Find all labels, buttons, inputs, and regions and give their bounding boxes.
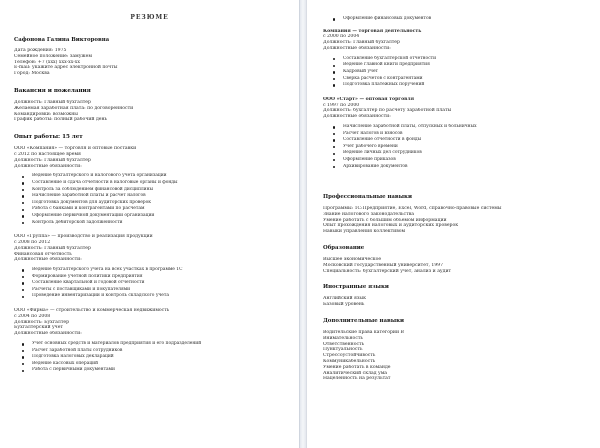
list-item: Работа с банками и контрагентами по расчетам	[22, 206, 285, 213]
duties-list	[22, 267, 285, 300]
duties-list	[22, 173, 285, 226]
list-item: Работа с первичными документами	[22, 367, 285, 374]
list-item: Подготовка налоговых деклараций	[22, 354, 285, 361]
job-entry	[14, 308, 285, 374]
list-item: Ведение бухгалтерского учета на всех участках в программе 1С	[22, 267, 285, 274]
list-item: Проведение инвентаризации и контроль складского учета	[22, 293, 285, 300]
personal-line: Телефон: +7 (xxx) xxx-xx-xx	[14, 59, 80, 65]
job-period: с 2004 по 2008	[14, 313, 51, 319]
candidate-name: Сафонова Галина Викторовна	[14, 37, 110, 43]
education-line: Высшее экономическое	[323, 257, 382, 263]
job-duties-label: Должностные обязанности:	[14, 163, 82, 169]
job-period: с 2012 по настоящее время	[14, 151, 81, 157]
list-item: Контроль дебиторской задолженности	[22, 220, 285, 227]
job-entry	[14, 234, 285, 300]
education-line: Московский государственный университет, 1997	[323, 262, 444, 268]
section-heading: Опыт работы: 15 лет	[14, 134, 83, 141]
list-item: Расчеты с поставщиками и покупателями	[22, 287, 285, 294]
job-position: Должность: Бухгалтер	[14, 319, 70, 325]
job-company: ООО «Компания» — торговля и оптовые поставки	[14, 146, 137, 152]
job-duties-label: Должностные обязанности:	[323, 45, 391, 51]
job-position: Должность: Главный бухгалтер	[14, 157, 91, 163]
list-item: Начисление заработной платы, отпускных и больничных	[333, 124, 588, 131]
list-item: Расчет заработной платы сотрудников	[22, 348, 285, 355]
objective-section	[14, 88, 285, 123]
extra-line: Внимательность	[323, 335, 363, 341]
job-period: с 1997 по 2000	[323, 102, 360, 108]
list-item: Составление бухгалтерской отчетности	[333, 56, 588, 63]
job-entry	[323, 97, 588, 170]
skills-line: Умение работать с большим объемом информации	[323, 217, 447, 223]
job-company: ООО «Старт» — оптовая торговля	[323, 96, 415, 102]
job-position: Должность: Главный бухгалтер	[14, 245, 91, 251]
job-period: с 2008 по 2012	[14, 239, 51, 245]
section-heading: Дополнительные навыки	[323, 318, 405, 325]
document-title: РЕЗЮМЕ	[130, 14, 169, 21]
extra-line: Ответственность	[323, 341, 365, 347]
continued-list	[333, 16, 588, 23]
job-entry	[14, 146, 285, 226]
document-page-right	[306, 0, 600, 448]
list-item: Ведение личных дел сотрудников	[333, 150, 588, 157]
list-item: Оформление финансовых документов	[333, 16, 588, 23]
list-item: Подготовка платежных поручений	[333, 82, 588, 89]
duties-list	[333, 124, 588, 170]
objective-line: График работы: полный рабочий день	[14, 117, 108, 123]
extra-line: Водительские права категории B	[323, 330, 404, 336]
list-item: Подготовка документов для аудиторских проверок	[22, 200, 285, 207]
section-heading: Образование	[323, 245, 365, 252]
language-line: Английский язык	[323, 296, 366, 302]
list-item: Контроль за соблюдением финансовой дисциплины	[22, 187, 285, 194]
job-duties-label: Должностные обязанности:	[14, 331, 82, 337]
skills-line: Знание налогового законодательства	[323, 211, 415, 217]
personal-info	[14, 37, 285, 77]
section-heading: Иностранные языки	[323, 284, 389, 291]
skills-line: Навыки управления коллективом	[323, 229, 406, 235]
duties-list	[22, 341, 285, 374]
job-company: ООО «Фирма» — строительство и коммерческая недвижимость	[14, 308, 170, 314]
objective-line: Командировки: возможны	[14, 111, 78, 117]
section-heading: Профессиональные навыки	[323, 194, 412, 201]
list-item: Составление и сдача отчетности в налоговые органы и фонды	[22, 180, 285, 187]
list-item: Составление отчетности в фонды	[333, 137, 588, 144]
personal-line: Семейное положение: замужем	[14, 53, 92, 59]
job-company: Компания — торговая деятельность	[323, 28, 422, 34]
list-item: Сверка расчетов с контрагентами	[333, 76, 588, 83]
list-item: Начисление заработной платы и расчет налогов	[22, 193, 285, 200]
list-item: Учет основных средств и материалов предприятия и его подразделений	[22, 341, 285, 348]
education-line: Специальность: бухгалтерский учет, анализ и аудит	[323, 268, 452, 274]
skills-line: Программы: 1С:Предприятие, Excel, Word, справочно-правовые системы	[323, 206, 502, 212]
list-item: Ведение бухгалтерского и налогового учета организации	[22, 173, 285, 180]
language-line: Базовый уровень	[323, 302, 365, 308]
job-position: Должность: бухгалтер по расчету заработной платы	[323, 108, 452, 114]
extra-line: Умение работать в команде	[323, 364, 391, 370]
skills-line: Опыт прохождения налоговых и аудиторских проверок	[323, 223, 459, 229]
list-item: Архивирование документов	[333, 164, 588, 171]
objective-line: Желаемая заработная плата: по договоренности	[14, 105, 134, 111]
job-area: Бухгалтерский учет	[14, 325, 63, 331]
personal-line: Город: Москва	[14, 71, 50, 77]
job-entry	[323, 29, 588, 89]
extra-line: Пунктуальность	[323, 347, 363, 353]
job-position: Должность: Главный бухгалтер	[323, 40, 400, 46]
list-item: Ведение главной книги предприятия	[333, 62, 588, 69]
objective-line: Должность: Главный бухгалтер	[14, 99, 91, 105]
list-item: Кадровый учет	[333, 69, 588, 76]
list-item: Расчет налогов и взносов	[333, 131, 588, 138]
job-duties-label: Должностные обязанности:	[14, 257, 82, 263]
job-duties-label: Должностные обязанности:	[323, 114, 391, 120]
extra-line: Коммуникабельность	[323, 359, 376, 365]
duties-list	[333, 56, 588, 89]
list-item: Оформление приказов	[333, 157, 588, 164]
list-item: Учет рабочего времени	[333, 144, 588, 151]
personal-line: E-mail: укажите адрес электронной почты	[14, 65, 118, 71]
extra-line: Нацеленность на результат	[323, 376, 391, 382]
extra-line: Аналитический склад ума	[323, 370, 388, 376]
job-company: ООО «Группа» — производство и реализация продукции	[14, 234, 153, 240]
job-area: Финансовая отчетность	[14, 251, 72, 257]
list-item: Формирование учетной политики предприятия	[22, 274, 285, 281]
list-item: Оформление первичной документации организации	[22, 213, 285, 220]
extra-line: Стрессоустойчивость	[323, 353, 376, 359]
list-item: Ведение кассовых операций	[22, 361, 285, 368]
section-heading: Вакансия и пожелания	[14, 87, 91, 94]
personal-line: Дата рождения: 1975	[14, 48, 67, 53]
list-item: Составление квартальной и годовой отчетности	[22, 280, 285, 287]
job-period: с 2000 по 2004	[323, 34, 360, 40]
